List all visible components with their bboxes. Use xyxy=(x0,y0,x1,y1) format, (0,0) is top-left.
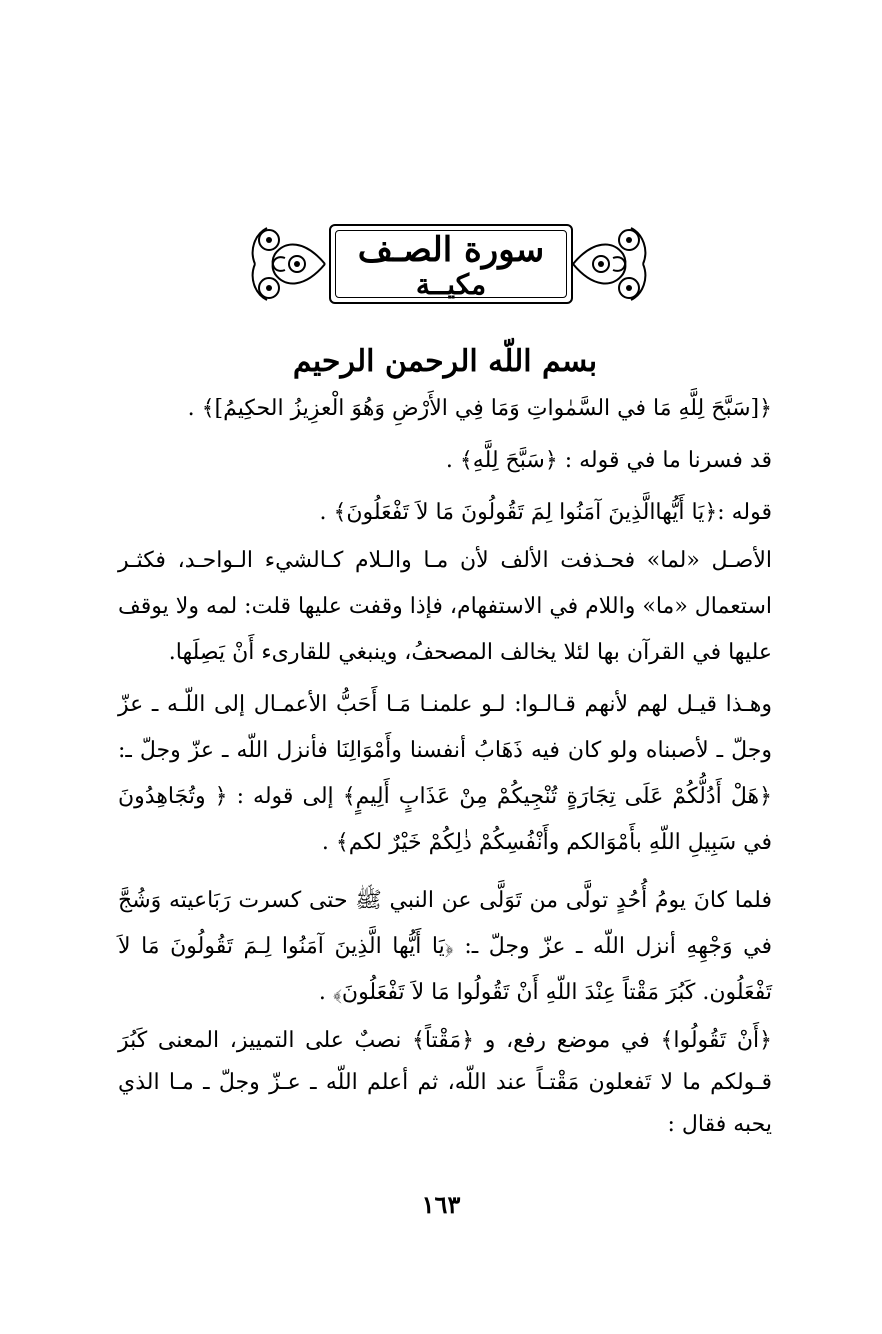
commentary-paragraph: الأصـل «لما» فحـذفت الألف لأن مـا والـلام كـالشيء الـواحـد، فكثـر استعمال «ما» واللام في الاستفهام، فإذا وقفت عليها قلت: لمه ولا يوقف عليها في القرآن بها لئلا يخالف المصحفُ، وينبغي للقارىء أَنْ يَصِلَها. xyxy=(118,548,772,665)
surah-header xyxy=(245,220,653,308)
commentary-paragraph: فلما كانَ يومُ أُحُدٍ تولَّى من تَوَلَّى عن النبي ﷺ حتى كسرت رَبَاعيته وَشُجَّ في وَجْهِهِ أنزل اللّه ـ عزّ وجلّ ـ: ﴿يَا أَيُّها الَّذِينَ آمَنُوا لِـمَ تَقُولُونَ مَا لاَ تَفْعَلُون. كَبُرَ مَقْتاً عِنْدَ اللّهِ أَنْ تَقُولُوا مَا لاَ تَفْعَلُونَ﴾ . xyxy=(118,888,772,1005)
basmala: بسم اللّه الرحمن الرحيم xyxy=(292,344,598,379)
page-number: ١٦٣ xyxy=(421,1190,461,1219)
surah-title: سورة الصـف xyxy=(357,230,545,270)
commentary-paragraph: وهـذا قيـل لهم لأنهم قـالـوا: لـو علمنـا مَـا أَحَبُّ الأعمـال إلى اللّـه ـ عزّ وجلّ ـ لأصبناه ولو كان فيه ذَهَابُ أنفسنا وأَمْوَالِنَا فأنزل اللّه ـ عزّ وجلّ ـ: ﴿هَلْ أَدُلُّكُمْ عَلَى تِجَارَةٍ تُنْجِيكُمْ مِنْ عَذَابٍ أَلِيمٍ﴾ إلى قوله : ﴿ وتُجَاهِدُونَ في سَبِيلِ اللّهِ بأَمْوَالكم وأَنْفُسِكُمْ ذٰلِكُمْ خَيْرٌ لكم﴾ . xyxy=(118,692,772,855)
verse-paragraph: قوله :﴿يَا أَيُّهاالَّذِينَ آمَنُوا لِمَ تَقُولُونَ مَا لاَ تَفْعَلُونَ﴾ . xyxy=(319,500,772,525)
verse-paragraph: ﴿[سَبَّحَ لِلَّهِ مَا في السَّمٰواتِ وَمَا فِي الأَرْضِ وَهُوَ الْعزِيزُ الحكِيمُ]﴾ . xyxy=(187,396,772,421)
commentary-paragraph: ﴿أَنْ تَقُولُوا﴾ في موضع رفع، و ﴿مَقْتاً﴾ نصبٌ على التمييز، المعنى كَبُرَ قـولكم ما لا تَفعلون مَقْتـاً عند اللّه، ثم أعلم اللّه ـ عـزّ وجلّ ـ مـا الذي يحبه فقال : xyxy=(118,1028,772,1137)
commentary-paragraph: قد فسرنا ما في قوله : ﴿سَبَّحَ لِلَّهِ﴾ . xyxy=(445,448,772,473)
floral-ornament-icon xyxy=(569,220,653,308)
surah-type: مكيــة xyxy=(415,268,487,301)
floral-ornament-icon xyxy=(245,220,329,308)
